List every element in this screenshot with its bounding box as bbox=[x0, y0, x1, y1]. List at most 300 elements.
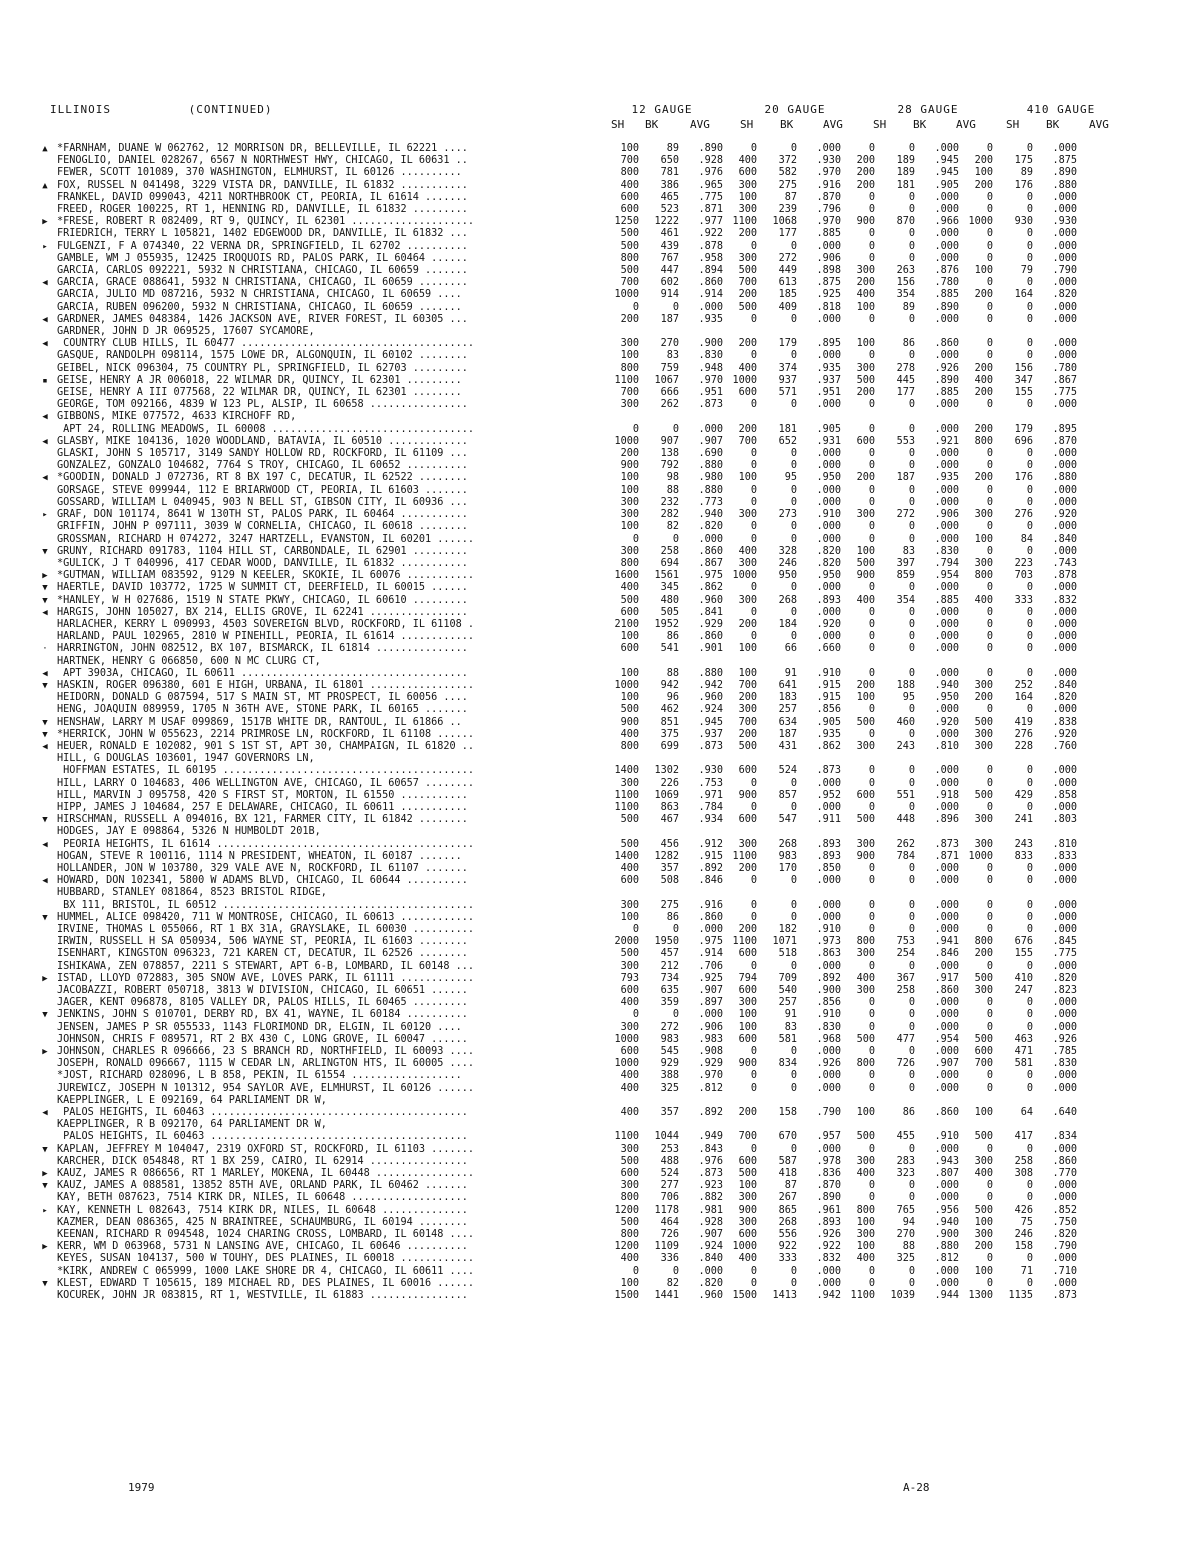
gauge-heading-28: 28 GAUGE bbox=[897, 103, 959, 116]
score-cell: .000 bbox=[816, 484, 841, 496]
shooter-name-address: JENSEN, JAMES P SR 055533, 1143 FLORIMOND DR, ELGIN, IL 60120 .... bbox=[57, 1021, 462, 1033]
margin-mark bbox=[33, 985, 57, 997]
shooter-name-address: PEORIA HEIGHTS, IL 61614 .......................................... bbox=[57, 838, 475, 850]
continued-label: (CONTINUED) bbox=[188, 103, 273, 116]
score-cell: 0 bbox=[790, 350, 797, 362]
score-cell: 300 bbox=[620, 338, 639, 350]
score-cell: 177 bbox=[896, 387, 915, 399]
score-cell: .780 bbox=[934, 277, 959, 289]
score-cell: 467 bbox=[660, 814, 679, 826]
table-row bbox=[33, 948, 1077, 960]
score-cell bbox=[915, 411, 959, 423]
score-cell: 900 bbox=[738, 1058, 757, 1070]
margin-mark: ▶ bbox=[42, 1242, 48, 1253]
score-cell: 200 bbox=[738, 1107, 757, 1119]
score-cell: 0 bbox=[868, 631, 875, 643]
score-cell bbox=[841, 411, 875, 423]
score-cell: 0 bbox=[986, 545, 993, 557]
score-cell: 0 bbox=[750, 448, 757, 460]
score-cell: 386 bbox=[660, 179, 679, 191]
score-cell: .892 bbox=[698, 862, 723, 874]
margin-mark: ◀ bbox=[42, 473, 48, 484]
score-cell: 0 bbox=[790, 1082, 797, 1094]
shooter-name-address: HARLAND, PAUL 102965, 2810 W PINEHILL, PEORIA, IL 61614 ............ bbox=[57, 631, 475, 643]
score-cell: 300 bbox=[738, 204, 757, 216]
score-cell: .000 bbox=[816, 899, 841, 911]
score-cell: .895 bbox=[816, 338, 841, 350]
score-cell: 0 bbox=[908, 704, 915, 716]
score-cell: 0 bbox=[750, 350, 757, 362]
score-cell: 300 bbox=[974, 679, 993, 691]
score-cell: 0 bbox=[868, 484, 875, 496]
score-cell: 400 bbox=[620, 1253, 639, 1265]
margin-mark: ▸ bbox=[42, 241, 48, 252]
score-cell: 86 bbox=[902, 338, 915, 350]
score-cell: 670 bbox=[778, 1131, 797, 1143]
score-cell bbox=[875, 1119, 915, 1131]
score-cell: 500 bbox=[974, 789, 993, 801]
score-cell: .937 bbox=[816, 374, 841, 386]
score-cell: .860 bbox=[698, 631, 723, 643]
score-cell: 0 bbox=[908, 143, 915, 154]
score-cell: .976 bbox=[698, 1155, 723, 1167]
score-cell: .000 bbox=[934, 667, 959, 679]
score-cell: 0 bbox=[868, 899, 875, 911]
score-cell: 1109 bbox=[654, 1241, 679, 1253]
table-row bbox=[33, 1253, 1077, 1265]
score-cell: 100 bbox=[620, 521, 639, 533]
score-cell: .845 bbox=[1052, 936, 1077, 948]
table-row bbox=[33, 534, 1077, 546]
score-cell: 155 bbox=[1014, 948, 1033, 960]
score-cell: .873 bbox=[934, 838, 959, 850]
score-cell: .000 bbox=[1052, 606, 1077, 618]
score-cell: 600 bbox=[620, 1046, 639, 1058]
shooter-name-address: HIPP, JAMES J 104684, 257 E DELAWARE, CHICAGO, IL 60611 ........... bbox=[57, 801, 468, 813]
score-cell: 179 bbox=[778, 338, 797, 350]
score-cell: .820 bbox=[816, 557, 841, 569]
score-cell: 0 bbox=[790, 1143, 797, 1155]
score-cell: 300 bbox=[738, 704, 757, 716]
shooter-name-address: FOX, RUSSEL N 041498, 3229 VISTA DR, DANVILLE, IL 61832 ........... bbox=[57, 179, 468, 191]
score-cell: .951 bbox=[816, 387, 841, 399]
score-cell: .935 bbox=[934, 472, 959, 484]
table-row bbox=[33, 228, 1077, 240]
score-cell: 400 bbox=[620, 997, 639, 1009]
score-cell: 0 bbox=[750, 606, 757, 618]
score-cell: 0 bbox=[1026, 448, 1033, 460]
score-cell: 726 bbox=[660, 1229, 679, 1241]
score-cell: 1561 bbox=[654, 570, 679, 582]
score-cell: 0 bbox=[868, 350, 875, 362]
score-cell: 0 bbox=[1026, 143, 1033, 154]
score-cell: 400 bbox=[738, 545, 757, 557]
shooter-name-address: GRAF, DON 101174, 8641 W 130TH ST, PALOS PARK, IL 60464 ........... bbox=[57, 509, 468, 521]
score-cell: .000 bbox=[934, 862, 959, 874]
score-cell: .000 bbox=[934, 1046, 959, 1058]
score-cell: .820 bbox=[698, 521, 723, 533]
score-cell: 500 bbox=[620, 838, 639, 850]
score-cell: .905 bbox=[816, 716, 841, 728]
table-row bbox=[33, 839, 1077, 851]
score-cell bbox=[841, 1119, 875, 1131]
score-cell: 0 bbox=[908, 606, 915, 618]
score-cell: 138 bbox=[660, 448, 679, 460]
score-cell: 400 bbox=[620, 582, 639, 594]
score-cell: 283 bbox=[896, 1155, 915, 1167]
score-cell: 273 bbox=[778, 509, 797, 521]
score-cell: 200 bbox=[974, 692, 993, 704]
score-cell: 176 bbox=[1014, 179, 1033, 191]
table-row bbox=[33, 180, 1077, 192]
score-cell: 367 bbox=[896, 972, 915, 984]
score-cell: 272 bbox=[660, 1021, 679, 1033]
score-cell: 200 bbox=[856, 679, 875, 691]
score-cell: 500 bbox=[856, 374, 875, 386]
score-cell: 0 bbox=[868, 533, 875, 545]
score-cell: 500 bbox=[974, 1033, 993, 1045]
score-cell: 600 bbox=[620, 204, 639, 216]
score-cell: 0 bbox=[986, 228, 993, 240]
score-cell: 500 bbox=[738, 1168, 757, 1180]
margin-mark: ◀ bbox=[42, 741, 48, 752]
score-cell: 851 bbox=[660, 716, 679, 728]
score-cell: .880 bbox=[1052, 179, 1077, 191]
score-cell: .892 bbox=[698, 1107, 723, 1119]
score-cell: 170 bbox=[778, 862, 797, 874]
score-cell: 581 bbox=[778, 1033, 797, 1045]
table-row bbox=[33, 1290, 1077, 1302]
score-cell: .941 bbox=[934, 936, 959, 948]
margin-mark: ▶ bbox=[42, 1047, 48, 1058]
score-cell: .873 bbox=[698, 740, 723, 752]
score-cell: .794 bbox=[934, 557, 959, 569]
score-cell: .812 bbox=[934, 1253, 959, 1265]
score-cell: 164 bbox=[1014, 692, 1033, 704]
score-cell: 410 bbox=[1014, 972, 1033, 984]
score-cell: 429 bbox=[1014, 789, 1033, 801]
margin-mark: ▸ bbox=[42, 1205, 48, 1216]
score-cell: 1282 bbox=[654, 850, 679, 862]
score-cell: 0 bbox=[1026, 191, 1033, 203]
score-cell: 100 bbox=[974, 1107, 993, 1119]
score-cell: 2000 bbox=[614, 936, 639, 948]
score-cell: 0 bbox=[1026, 521, 1033, 533]
margin-mark bbox=[33, 1217, 57, 1229]
score-cell: .000 bbox=[934, 228, 959, 240]
score-cell: 0 bbox=[986, 1180, 993, 1192]
score-cell: 246 bbox=[1014, 1229, 1033, 1241]
table-row bbox=[33, 985, 1077, 997]
score-cell: 300 bbox=[620, 509, 639, 521]
score-cell: 0 bbox=[868, 606, 875, 618]
score-cell: 188 bbox=[896, 679, 915, 691]
score-cell: 0 bbox=[868, 448, 875, 460]
score-cell: 100 bbox=[856, 1241, 875, 1253]
score-cell: 200 bbox=[974, 472, 993, 484]
score-cell bbox=[915, 1095, 959, 1107]
score-cell: 600 bbox=[738, 765, 757, 777]
score-cell: 983 bbox=[778, 850, 797, 862]
score-cell: .820 bbox=[1052, 1229, 1077, 1241]
margin-mark bbox=[33, 887, 57, 899]
score-cell: .950 bbox=[816, 570, 841, 582]
score-cell bbox=[915, 1119, 959, 1131]
score-cell: 0 bbox=[908, 911, 915, 923]
score-cell: .885 bbox=[934, 289, 959, 301]
score-cell: .971 bbox=[698, 789, 723, 801]
score-cell: 600 bbox=[856, 435, 875, 447]
score-cell: 272 bbox=[896, 509, 915, 521]
score-cell bbox=[723, 826, 757, 838]
score-cell: 94 bbox=[902, 1216, 915, 1228]
score-cell: .910 bbox=[816, 1009, 841, 1021]
margin-mark: · bbox=[42, 644, 48, 655]
score-cell: 0 bbox=[1026, 765, 1033, 777]
score-cell: 0 bbox=[986, 667, 993, 679]
score-cell: .880 bbox=[698, 484, 723, 496]
score-cell: 0 bbox=[1026, 301, 1033, 313]
margin-mark bbox=[33, 778, 57, 790]
score-cell: 524 bbox=[660, 1168, 679, 1180]
margin-mark: ▼ bbox=[42, 1144, 48, 1155]
score-cell: 100 bbox=[856, 1107, 875, 1119]
score-cell: 0 bbox=[908, 801, 915, 813]
score-cell: .843 bbox=[698, 1143, 723, 1155]
score-cell: 400 bbox=[856, 289, 875, 301]
score-cell: 1000 bbox=[614, 1058, 639, 1070]
table-row bbox=[33, 997, 1077, 1009]
score-cell: 0 bbox=[868, 1180, 875, 1192]
score-cell: 0 bbox=[986, 631, 993, 643]
score-cell bbox=[797, 326, 841, 338]
score-cell: 500 bbox=[856, 814, 875, 826]
score-cell: 100 bbox=[856, 301, 875, 313]
score-cell: .000 bbox=[816, 1143, 841, 1155]
table-row bbox=[33, 826, 1077, 838]
score-cell: .916 bbox=[816, 179, 841, 191]
score-cell: 0 bbox=[672, 423, 679, 435]
score-cell: 0 bbox=[868, 240, 875, 252]
score-cell: .000 bbox=[934, 252, 959, 264]
score-cell: 0 bbox=[868, 521, 875, 533]
score-cell: 0 bbox=[908, 862, 915, 874]
score-cell: .000 bbox=[934, 997, 959, 1009]
score-cell bbox=[841, 826, 875, 838]
score-cell: 300 bbox=[738, 1192, 757, 1204]
score-cell: 500 bbox=[974, 1204, 993, 1216]
table-row bbox=[33, 375, 1077, 387]
table-row bbox=[33, 802, 1077, 814]
score-cell bbox=[1033, 826, 1077, 838]
score-cell: 0 bbox=[868, 1143, 875, 1155]
score-cell: 375 bbox=[660, 728, 679, 740]
score-cell: 200 bbox=[738, 728, 757, 740]
score-cell: .945 bbox=[698, 716, 723, 728]
margin-mark bbox=[33, 289, 57, 301]
score-cell: 455 bbox=[896, 1131, 915, 1143]
score-cell: .873 bbox=[1052, 1290, 1077, 1302]
shooter-name-address: KEENAN, RICHARD R 094548, 1024 CHARING CROSS, LOMBARD, IL 60148 .... bbox=[57, 1229, 475, 1241]
score-cell bbox=[639, 826, 679, 838]
score-cell: .820 bbox=[816, 545, 841, 557]
score-cell: .860 bbox=[934, 985, 959, 997]
score-cell: .893 bbox=[816, 1216, 841, 1228]
score-cell: 0 bbox=[1026, 1192, 1033, 1204]
score-cell: 0 bbox=[632, 423, 639, 435]
score-cell: .000 bbox=[1052, 899, 1077, 911]
shooter-name-address: FENOGLIO, DANIEL 028267, 6567 N NORTHWEST HWY, CHICAGO, IL 60631 .. bbox=[57, 155, 468, 167]
table-row bbox=[33, 668, 1077, 680]
score-cell: .000 bbox=[1052, 960, 1077, 972]
score-cell: .856 bbox=[816, 997, 841, 1009]
score-cell: 500 bbox=[620, 265, 639, 277]
score-cell: 1500 bbox=[732, 1290, 757, 1302]
score-cell bbox=[639, 753, 679, 765]
score-cell: 0 bbox=[790, 460, 797, 472]
score-cell: .820 bbox=[1052, 972, 1077, 984]
score-cell: 0 bbox=[908, 1021, 915, 1033]
score-cell: .860 bbox=[934, 1107, 959, 1119]
table-row bbox=[33, 265, 1077, 277]
score-cell: 0 bbox=[750, 533, 757, 545]
score-cell: 257 bbox=[778, 997, 797, 1009]
score-cell: 268 bbox=[778, 594, 797, 606]
score-cell: .000 bbox=[1052, 1253, 1077, 1265]
subheader-avg: AVG bbox=[1089, 118, 1109, 131]
score-cell: .870 bbox=[816, 191, 841, 203]
score-cell: 0 bbox=[986, 338, 993, 350]
score-cell: 200 bbox=[738, 692, 757, 704]
shooter-name-address: GARDNER, JOHN D JR 069525, 17607 SYCAMORE, bbox=[57, 326, 315, 338]
score-cell: 357 bbox=[660, 1107, 679, 1119]
score-cell: .970 bbox=[816, 216, 841, 228]
score-cell: 1300 bbox=[968, 1290, 993, 1302]
score-cell: 0 bbox=[868, 997, 875, 1009]
score-cell: 189 bbox=[896, 155, 915, 167]
table-row bbox=[33, 790, 1077, 802]
score-cell: 0 bbox=[672, 301, 679, 313]
score-cell: 0 bbox=[868, 618, 875, 630]
shooter-name-address: HOFFMAN ESTATES, IL 60195 ......................................... bbox=[57, 765, 475, 777]
score-cell: 200 bbox=[974, 179, 993, 191]
table-row bbox=[33, 155, 1077, 167]
score-cell: 0 bbox=[868, 143, 875, 154]
table-row bbox=[33, 521, 1077, 533]
score-cell: 942 bbox=[660, 679, 679, 691]
score-cell: 1071 bbox=[772, 936, 797, 948]
score-cell: .906 bbox=[698, 1021, 723, 1033]
shooter-name-address: APT 24, ROLLING MEADOWS, IL 60008 ................................. bbox=[57, 423, 475, 435]
score-cell: 524 bbox=[778, 765, 797, 777]
table-row bbox=[33, 302, 1077, 314]
score-cell: 100 bbox=[620, 667, 639, 679]
score-cell: 1200 bbox=[614, 1204, 639, 1216]
table-row bbox=[33, 472, 1077, 484]
score-cell: .753 bbox=[698, 777, 723, 789]
score-cell: .907 bbox=[698, 1229, 723, 1241]
score-cell: 200 bbox=[738, 338, 757, 350]
score-cell: .970 bbox=[698, 374, 723, 386]
score-cell: 922 bbox=[778, 1241, 797, 1253]
score-cell: 252 bbox=[1014, 679, 1033, 691]
score-cell: 0 bbox=[1026, 1143, 1033, 1155]
shooter-name-address: KAEPPLINGER, R B 092170, 64 PARLIAMENT DR W, bbox=[57, 1119, 327, 1131]
score-cell: 0 bbox=[868, 423, 875, 435]
score-cell bbox=[797, 656, 841, 668]
score-cell: .890 bbox=[934, 301, 959, 313]
score-cell: .928 bbox=[698, 155, 723, 167]
table-row bbox=[33, 1009, 1077, 1021]
score-cell bbox=[875, 887, 915, 899]
score-cell: 0 bbox=[790, 1277, 797, 1289]
score-cell: 0 bbox=[868, 228, 875, 240]
score-cell: 388 bbox=[660, 1070, 679, 1082]
score-cell: .000 bbox=[1052, 460, 1077, 472]
score-cell: .790 bbox=[1052, 265, 1077, 277]
score-cell bbox=[605, 753, 639, 765]
score-cell: .000 bbox=[816, 777, 841, 789]
score-cell: 275 bbox=[660, 899, 679, 911]
score-cell: 0 bbox=[986, 704, 993, 716]
shooter-name-address: HENG, JOAQUIN 089959, 1705 N 36TH AVE, STONE PARK, IL 60165 ....... bbox=[57, 704, 468, 716]
score-cell bbox=[757, 326, 797, 338]
shooter-name-address: BX 111, BRISTOL, IL 60512 ......................................... bbox=[57, 899, 475, 911]
subheader-avg: AVG bbox=[956, 118, 976, 131]
score-cell: 426 bbox=[1014, 1204, 1033, 1216]
score-cell: .944 bbox=[934, 1290, 959, 1302]
score-cell: .890 bbox=[816, 1192, 841, 1204]
score-cell: 333 bbox=[778, 1253, 797, 1265]
score-cell: 600 bbox=[738, 387, 757, 399]
score-cell: 800 bbox=[974, 936, 993, 948]
score-cell: 258 bbox=[660, 545, 679, 557]
score-cell: 449 bbox=[778, 265, 797, 277]
score-cell: 0 bbox=[1026, 582, 1033, 594]
score-cell: 1069 bbox=[654, 789, 679, 801]
score-cell: .000 bbox=[1052, 338, 1077, 350]
margin-mark bbox=[33, 1034, 57, 1046]
score-cell: 89 bbox=[1020, 167, 1033, 179]
score-cell: 0 bbox=[790, 960, 797, 972]
score-cell: .973 bbox=[816, 936, 841, 948]
score-cell: .930 bbox=[698, 765, 723, 777]
score-cell: .000 bbox=[816, 960, 841, 972]
shooter-name-address: GLASBY, MIKE 104136, 1020 WOODLAND, BATAVIA, IL 60510 ............. bbox=[57, 435, 468, 447]
score-cell: 253 bbox=[660, 1143, 679, 1155]
shooter-name-address: JOHNSON, CHARLES R 096666, 23 S BRANCH RD, NORTHFIELD, IL 60093 .... bbox=[57, 1046, 475, 1058]
score-cell: 300 bbox=[738, 838, 757, 850]
score-cell: 1302 bbox=[654, 765, 679, 777]
score-cell: .885 bbox=[816, 228, 841, 240]
score-cell: 0 bbox=[750, 484, 757, 496]
score-cell: .000 bbox=[934, 899, 959, 911]
score-cell: 0 bbox=[986, 1070, 993, 1082]
score-cell: .965 bbox=[698, 179, 723, 191]
score-cell: 0 bbox=[750, 521, 757, 533]
score-cell: 200 bbox=[974, 387, 993, 399]
shooter-name-address: KOCUREK, JOHN JR 083815, RT 1, WESTVILLE, IL 61883 ................ bbox=[57, 1290, 468, 1302]
score-cell: 300 bbox=[738, 1216, 757, 1228]
margin-mark bbox=[33, 424, 57, 436]
score-cell: .856 bbox=[816, 704, 841, 716]
score-cell: 950 bbox=[778, 570, 797, 582]
shooter-name-address: HODGES, JAY E 098864, 5326 N HUMBOLDT 201B, bbox=[57, 826, 321, 838]
score-cell: 0 bbox=[986, 582, 993, 594]
score-cell: 500 bbox=[856, 716, 875, 728]
score-cell: 0 bbox=[908, 252, 915, 264]
score-cell: .950 bbox=[816, 472, 841, 484]
